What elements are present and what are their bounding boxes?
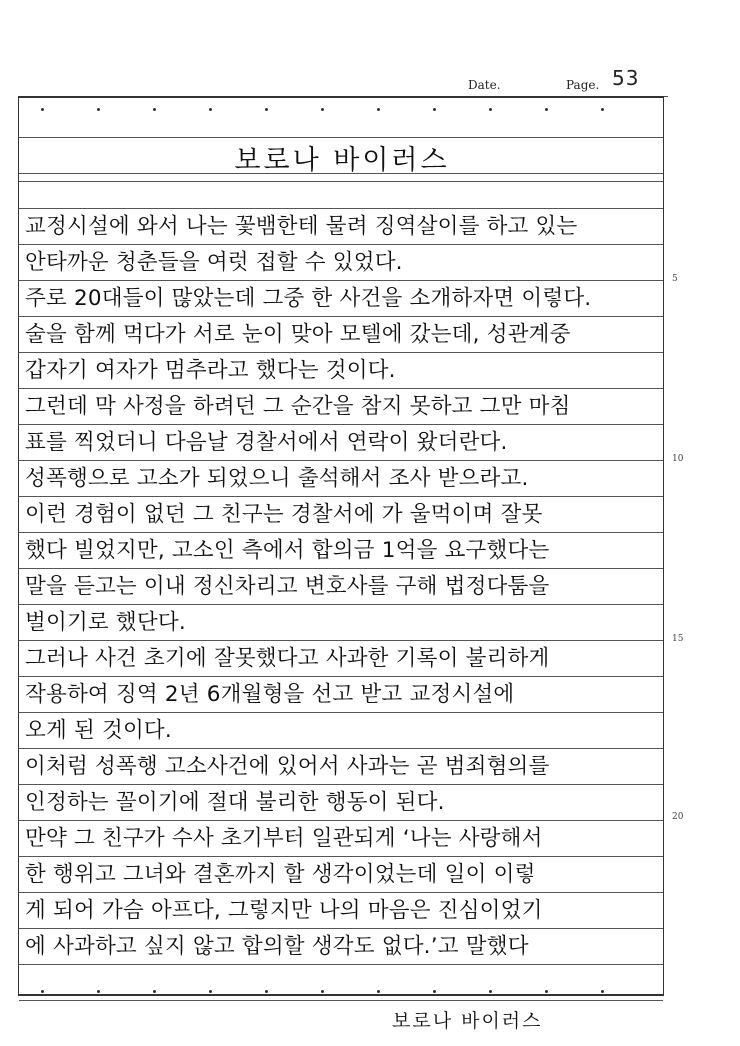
guide-dot-top <box>97 108 100 111</box>
manuscript-line: 술을 함께 먹다가 서로 눈이 맞아 모텔에 갔는데, 성관계중 <box>25 322 571 347</box>
guide-dot-bottom <box>97 990 100 993</box>
ruled-line <box>19 1000 663 1001</box>
guide-dot-top <box>601 108 604 111</box>
manuscript-sheet <box>18 96 664 996</box>
manuscript-line: 벌이기로 했단다. <box>25 610 186 635</box>
manuscript-line: 작용하여 징역 2년 6개월형을 선고 받고 교정시설에 <box>25 682 515 707</box>
guide-dot-bottom <box>265 990 268 993</box>
ruled-line <box>19 316 663 317</box>
guide-dot-top <box>433 108 436 111</box>
manuscript-line: 갑자기 여자가 멈추라고 했다는 것이다. <box>25 358 396 383</box>
ruled-line <box>19 460 663 461</box>
guide-dot-top <box>377 108 380 111</box>
guide-dot-bottom <box>41 990 44 993</box>
manuscript-line: 게 되어 가슴 아프다, 그렇지만 나의 마음은 진심이었기 <box>25 898 543 923</box>
header-page-label: Page. <box>566 78 600 92</box>
ruled-line <box>19 352 663 353</box>
guide-dot-bottom <box>545 990 548 993</box>
manuscript-line: 말을 듣고는 이내 정신차리고 변호사를 구해 법정다툼을 <box>25 574 550 599</box>
ruled-line <box>19 604 663 605</box>
ruled-line <box>19 244 663 245</box>
guide-dot-bottom <box>601 990 604 993</box>
ruled-line <box>19 784 663 785</box>
page-number: 53 <box>612 66 640 90</box>
ruled-line <box>19 892 663 893</box>
margin-line-number-5: 5 <box>672 274 678 284</box>
ruled-line <box>19 137 663 138</box>
manuscript-line: 성폭행으로 고소가 되었으니 출석해서 조사 받으라고. <box>25 466 529 491</box>
manuscript-line: 표를 찍었더니 다음날 경찰서에서 연락이 왔더란다. <box>25 430 508 455</box>
guide-dot-top <box>153 108 156 111</box>
ruled-line <box>19 280 663 281</box>
manuscript-line: 인정하는 꼴이기에 절대 불리한 행동이 된다. <box>25 790 445 815</box>
ruled-line <box>19 532 663 533</box>
ruled-line <box>19 928 663 929</box>
manuscript-line: 한 행위고 그녀와 결혼까지 할 생각이었는데 일이 이렇 <box>25 862 536 887</box>
ruled-line <box>19 496 663 497</box>
margin-line-number-10: 10 <box>672 454 684 464</box>
manuscript-line: 안타까운 청춘들을 여럿 접할 수 있었다. <box>25 250 403 275</box>
ruled-line <box>19 676 663 677</box>
guide-dot-bottom <box>377 990 380 993</box>
ruled-line <box>19 208 663 209</box>
ruled-line <box>19 173 663 174</box>
ruled-line <box>19 388 663 389</box>
guide-dot-top <box>489 108 492 111</box>
ruled-line <box>19 964 663 965</box>
guide-dot-bottom <box>209 990 212 993</box>
manuscript-line: 교정시설에 와서 나는 꽃뱀한테 물려 징역살이를 하고 있는 <box>25 214 578 239</box>
manuscript-line: 그러나 사건 초기에 잘못했다고 사과한 기록이 불리하게 <box>25 646 550 671</box>
guide-dot-top <box>545 108 548 111</box>
ruled-line <box>19 640 663 641</box>
guide-dot-top <box>321 108 324 111</box>
margin-line-number-15: 15 <box>672 634 684 644</box>
ruled-line <box>19 820 663 821</box>
ruled-line <box>19 748 663 749</box>
manuscript-line: 이런 경험이 없던 그 친구는 경찰서에 가 울먹이며 잘못 <box>25 502 543 527</box>
title: 보로나 바이러스 <box>234 145 450 176</box>
manuscript-line: 만약 그 친구가 수사 초기부터 일관되게 ‘나는 사랑해서 <box>25 826 543 851</box>
guide-dot-top <box>209 108 212 111</box>
manuscript-line: 했다 빌었지만, 고소인 측에서 합의금 1억을 요구했다는 <box>25 538 550 563</box>
guide-dot-top <box>265 108 268 111</box>
guide-dot-bottom <box>153 990 156 993</box>
ruled-line <box>19 856 663 857</box>
guide-dot-top <box>41 108 44 111</box>
guide-dot-bottom <box>433 990 436 993</box>
ruled-line <box>19 424 663 425</box>
manuscript-line: 주로 20대들이 많았는데 그중 한 사건을 소개하자면 이렇다. <box>25 286 592 311</box>
manuscript-line: 에 사과하고 싶지 않고 합의할 생각도 없다.’고 말했다 <box>25 934 529 959</box>
manuscript-line: 이처럼 성폭행 고소사건에 있어서 사과는 곧 범죄혐의를 <box>25 754 550 779</box>
manuscript-line: 오게 된 것이다. <box>25 718 172 743</box>
signature: 보로나 바이러스 <box>392 1010 543 1032</box>
guide-dot-bottom <box>321 990 324 993</box>
ruled-line <box>19 568 663 569</box>
ruled-line <box>19 181 663 182</box>
margin-line-number-20: 20 <box>672 812 684 822</box>
guide-dot-bottom <box>489 990 492 993</box>
manuscript-line: 그런데 막 사정을 하려던 그 순간을 참지 못하고 그만 마침 <box>25 394 571 419</box>
header-date-label: Date. <box>468 78 501 92</box>
ruled-line <box>19 712 663 713</box>
